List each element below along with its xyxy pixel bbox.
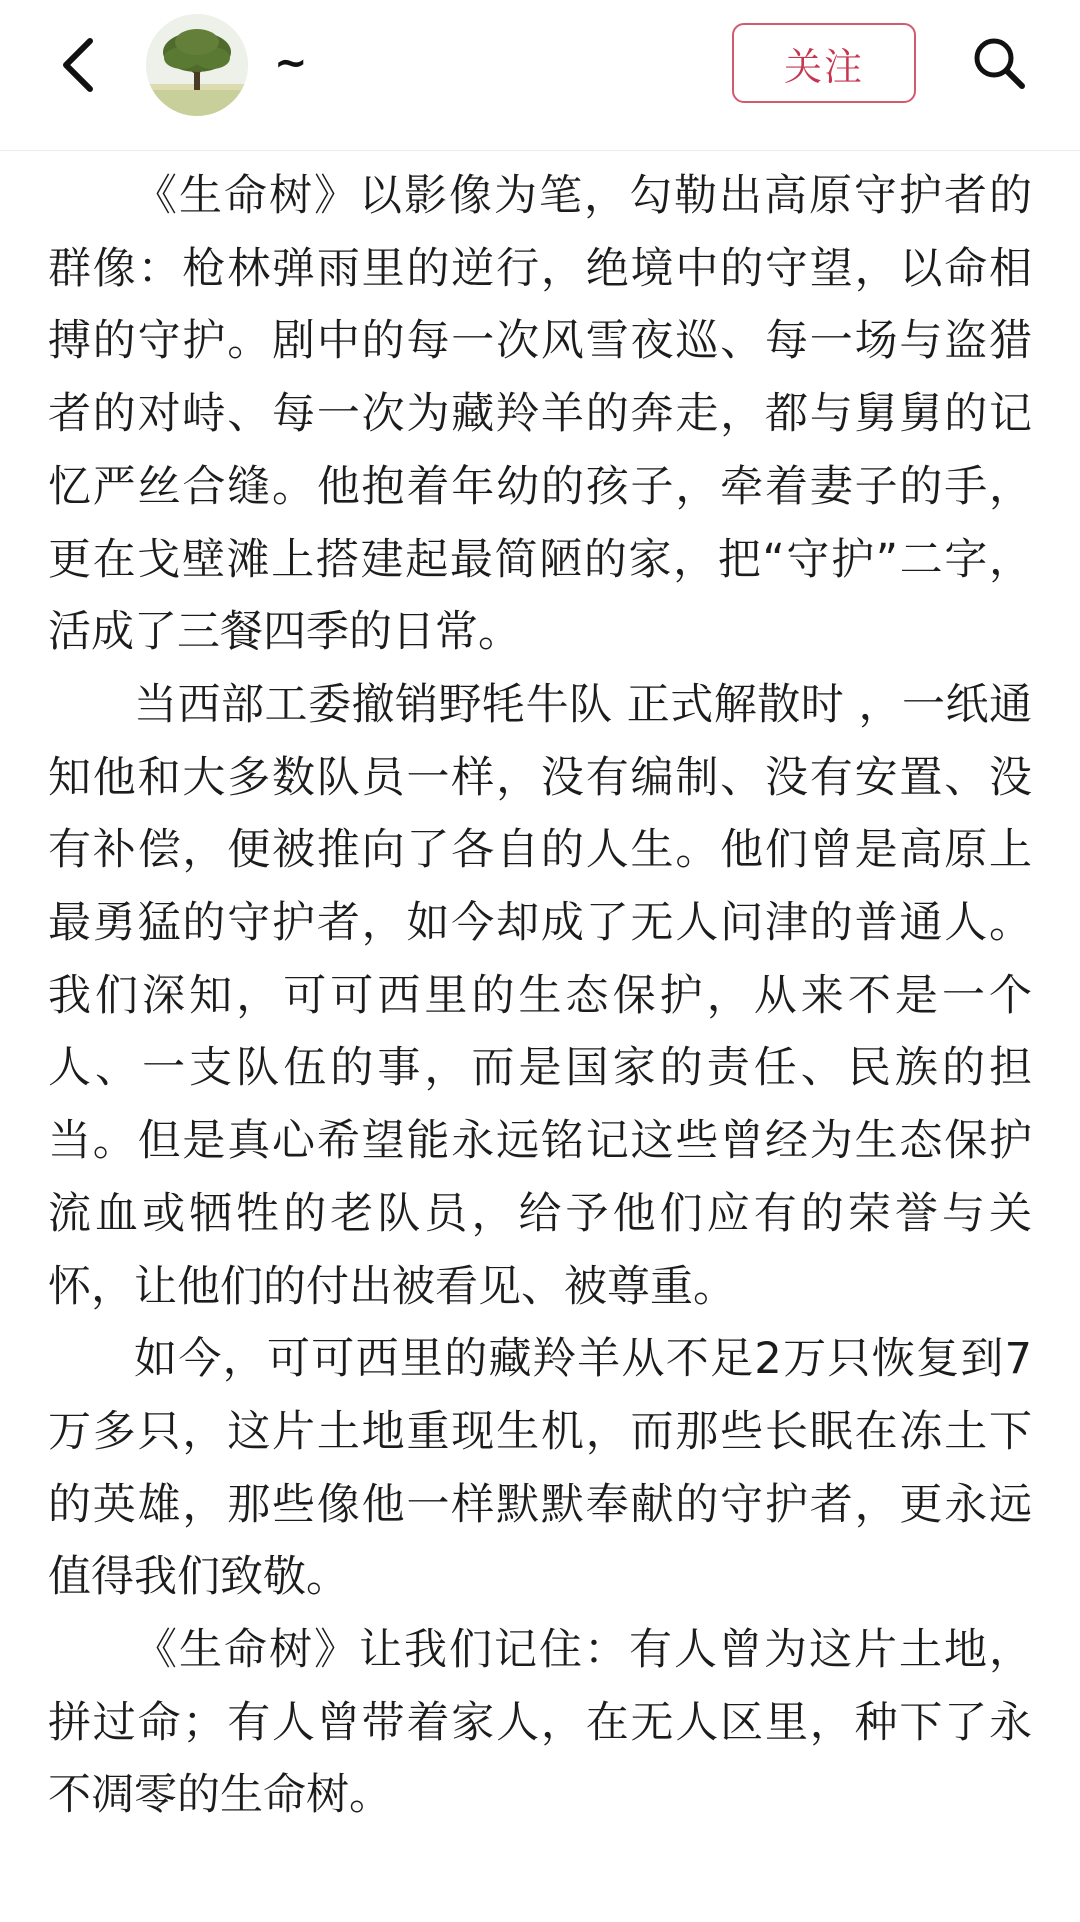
paragraph-3: 如今，可可西里的藏羚羊从不足2万只恢复到7万多只，这片土地重现生机，而那些长眠在冻土下的英雄，那些像他一样默默奉献的守护者，更永远值得我们致敬。: [48, 1334, 1032, 1603]
top-bar: [0, 0, 1080, 151]
tree-avatar-image: [146, 14, 248, 116]
paragraph-2: 当西部工委撤销野牦牛队 正式解散时 ，一纸通知他和大多数队员一样，没有编制、没有安置、没有补偿，便被推向了各自的人生。他们曾是高原上最勇猛的守护者，如今却成了无人问津的普通人。我们深知，可可西里的生态保护，从来不是一个人、一支队伍的事，而是国家的责任、民族的担当。但是真心希望能永远铭记这些曾经为生态保护流血或牺牲的老队员，给予他们应有的荣誉与关怀，让他们的付出被看见、被尊重。: [48, 679, 1032, 1312]
search-icon: [971, 35, 1027, 91]
search-button[interactable]: [964, 28, 1034, 98]
username[interactable]: ~: [274, 40, 308, 86]
paragraph-4: 《生命树》让我们记住：有人曾为这片土地，拼过命；有人曾带着家人，在无人区里，种下了永不凋零的生命树。: [48, 1625, 1032, 1821]
chevron-left-icon: [58, 35, 98, 95]
post-content: [48, 160, 1032, 1832]
follow-button[interactable]: 关注: [732, 23, 916, 103]
paragraph-1: 《生命树》以影像为笔，勾勒出高原守护者的群像：枪林弹雨里的逆行，绝境中的守望，以命相搏的守护。剧中的每一次风雪夜巡、每一场与盗猎者的对峙、每一次为藏羚羊的奔走，都与舅舅的记忆严丝合缝。他抱着年幼的孩子，牵着妻子的手，更在戈壁滩上搭建起最简陋的家，把“守护”二字，活成了三餐四季的日常。: [48, 171, 1032, 658]
avatar[interactable]: [146, 14, 248, 116]
back-button[interactable]: [48, 30, 108, 100]
